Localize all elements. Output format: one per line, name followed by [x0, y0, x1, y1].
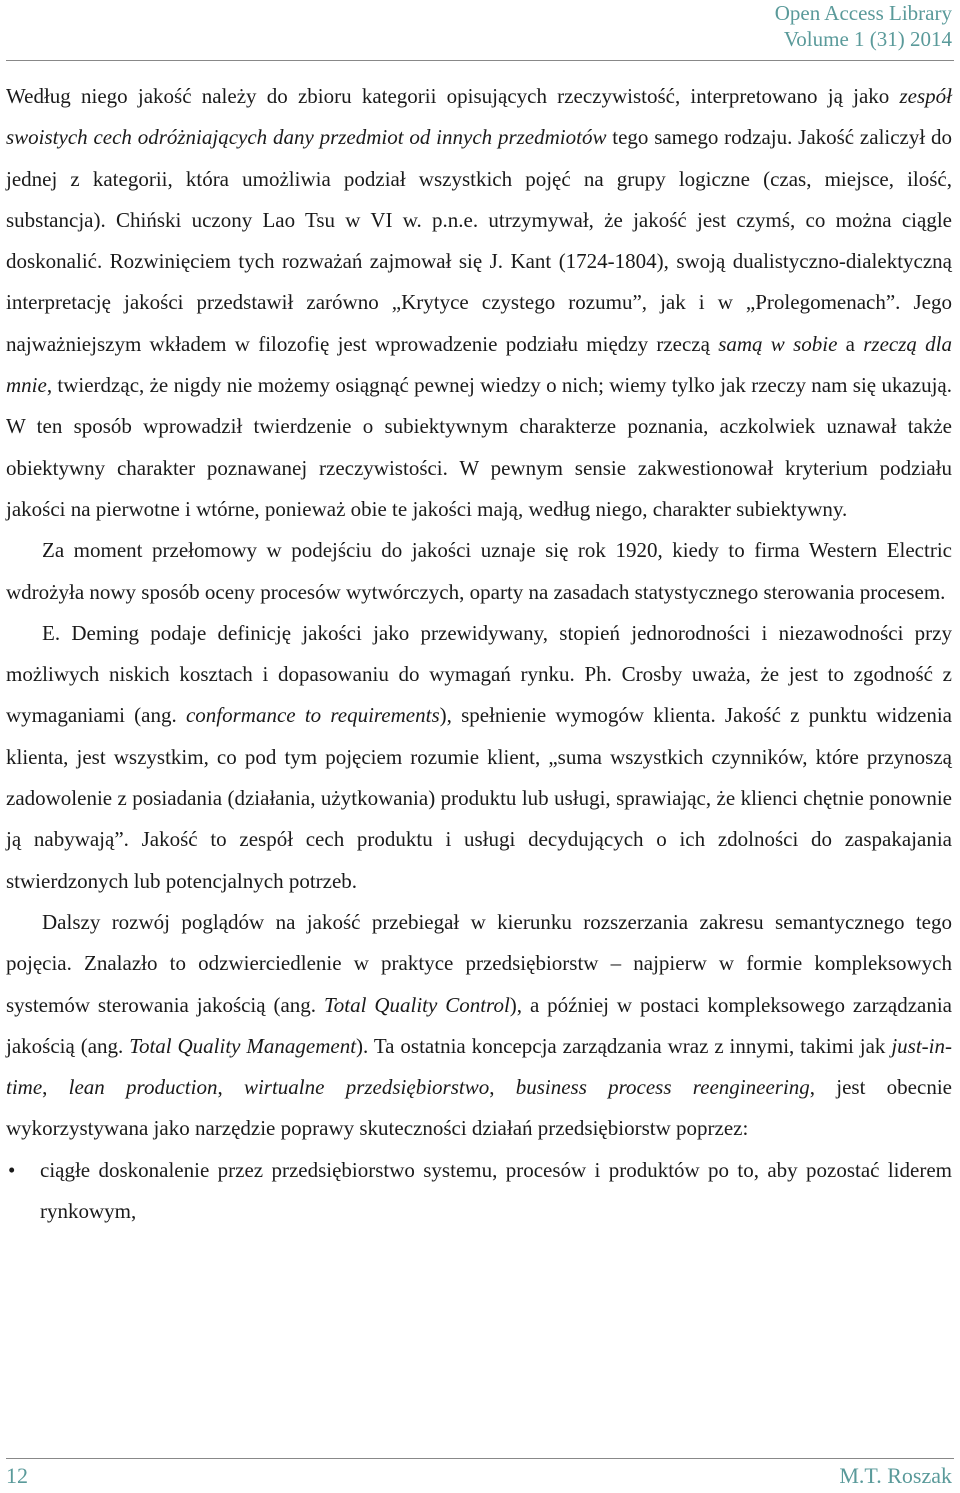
journal-name: Open Access Library	[774, 1, 952, 25]
volume-info: Volume 1 (31) 2014	[783, 27, 952, 51]
bullet-icon: •	[8, 1157, 16, 1182]
paragraph-4: Dalszy rozwój poglądów na jakość przebiegał w kierunku rozszerzania zakresu semantycznego tego pojęcia. Znalazło to odzwierciedlenie w praktyce przedsiębiorstw – najpierw w formie kompleksowych systemów sterowania jakością (ang. Total Quality Control), a później w postaci kompleksowego zarządzania jakością (ang. Total Quality Management). Ta ostatnia koncepcja zarządzania wraz z innymi, takimi jak just-in-time, lean production, wirtualne przedsiębiorstwo, business process reengineering, jest obecnie wykorzystywana jako narzędzie poprawy skuteczności działań przedsiębiorstw poprzez:	[6, 909, 953, 1141]
paragraph-1: Według niego jakość należy do zbioru kategorii opisujących rzeczywistość, interpretowano ją jako zespół swoistych cech odróżniających dany przedmiot od innych przedmiotów tego samego rodzaju. Jakość zaliczył do jednej z kategorii, która umożliwia podział wszystkich pojęć na grupy logiczne (czas, miejsce, ilość, substancja). Chiński uczony Lao Tsu w VI w. p.n.e. utrzymywał, że jakość jest czymś, co można ciągle doskonalić. Rozwinięciem tych rozważań zajmował się J. Kant (1724-1804), swoją dualistyczno-dialektyczną interpretację jakości przedstawił zarówno „Krytyce czystego rozumu”, jak i w „Prolegomenach”. Jego najważniejszym wkładem w filozofię jest wprowadzenie podziału między rzeczą samą w sobie a rzeczą dla mnie, twierdząc, że nigdy nie możemy osiągnąć pewnej wiedzy o nich; wiemy tylko jak rzeczy nam się ukazują. W ten sposób wprowadził twierdzenie o subiektywnym charakterze poznania, aczkolwiek uznawał także obiektywny charakter poznawanej rzeczywistości. W pewnym sensie zakwestionował kryterium podziału jakości na pierwotne i wtórne, ponieważ obie te jakości mają, według niego, charakter subiektywny.	[6, 84, 953, 521]
running-header	[775, 0, 952, 52]
list-item: • ciągłe doskonalenie przez przedsiębiorstwo systemu, procesów i produktów po to, aby pozostać liderem rynkowym,	[6, 1150, 952, 1233]
article-body	[6, 76, 952, 1232]
bullet-list	[6, 1150, 952, 1233]
page-number: 12	[6, 1463, 28, 1488]
author-name: M.T. Roszak	[839, 1463, 952, 1488]
footer-divider	[6, 1458, 954, 1459]
header-divider	[6, 60, 954, 61]
paragraph-3: E. Deming podaje definicję jakości jako przewidywany, stopień jednorodności i niezawodności przy możliwych niskich kosztach i dopasowaniu do wymagań rynku. Ph. Crosby uważa, że jest to zgodność z wymaganiami (ang. conformance to requirements), spełnienie wymogów klienta. Jakość z punktu widzenia klienta, jest wszystkim, co pod tym pojęciem rozumie klient, „suma wszystkich czynników, które przynoszą zadowolenie z posiadania (działania, użytkowania) produktu lub usługi, sprawiając, że klienci chętnie ponownie ją nabywają”. Jakość to zespół cech produktu i usługi decydujących o ich zdolności do zaspakajania stwierdzonych lub potencjalnych potrzeb.	[6, 620, 952, 893]
paragraph-2: Za moment przełomowy w podejściu do jakości uznaje się rok 1920, kiedy to firma Western Electric wdrożyła nowy sposób oceny procesów wytwórczych, oparty na zasadach statystycznego sterowania procesem.	[6, 538, 952, 604]
